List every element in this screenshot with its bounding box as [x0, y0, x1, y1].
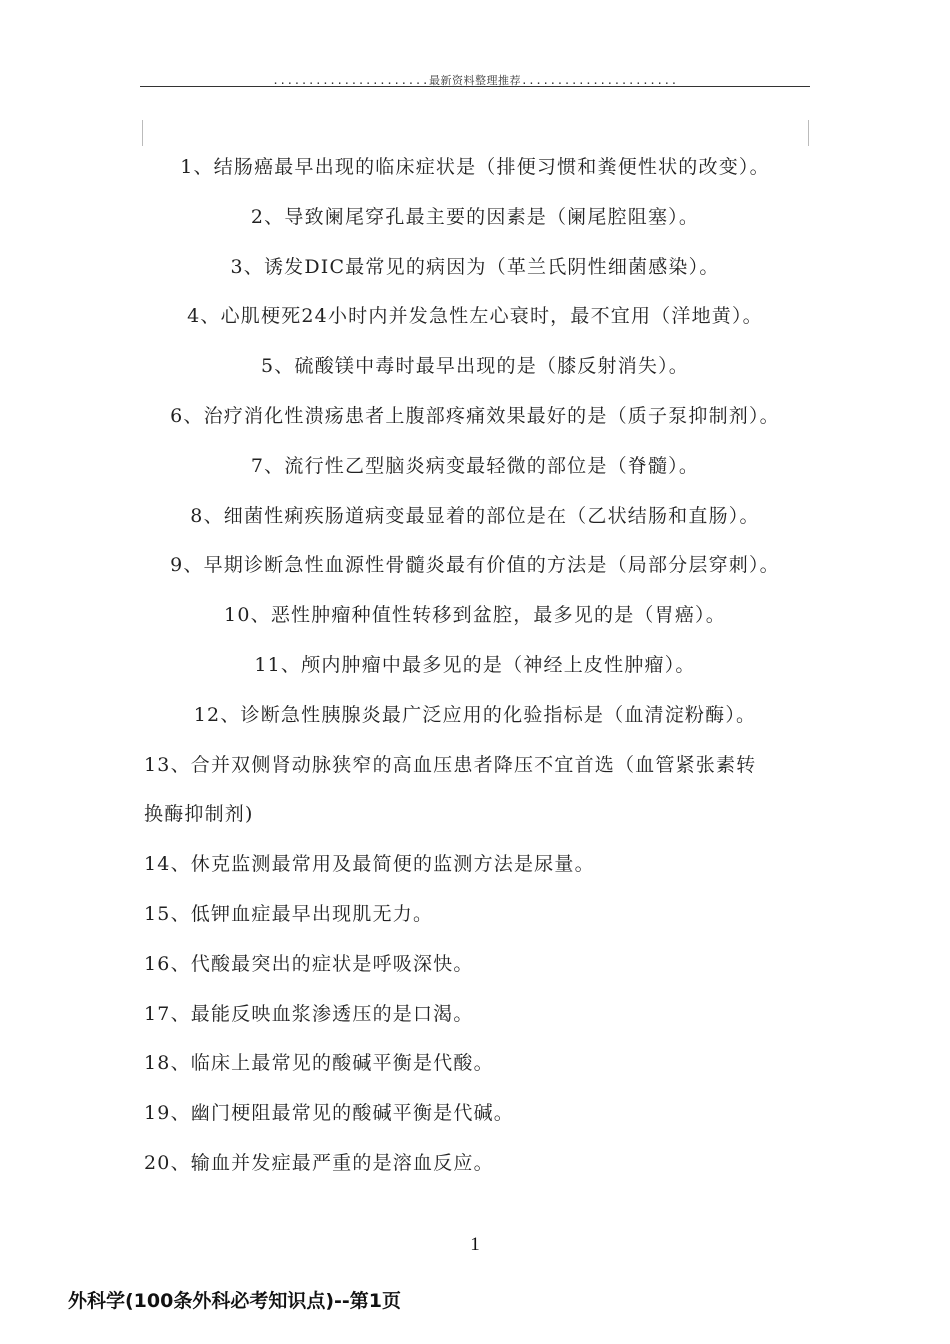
footer-text: 外科学(100条外科必考知识点)--第1页: [68, 1290, 402, 1312]
list-item: 7、流行性乙型脑炎病变最轻微的部位是（脊髓）。: [250, 454, 700, 477]
list-item: 4、心肌梗死24小时内并发急性左心衰时，最不宜用（洋地黄）。: [187, 305, 763, 328]
list-item: 9、早期诊断急性血源性骨髓炎最有价值的方法是（局部分层穿刺）。: [170, 554, 780, 577]
list-item: 11、颅内肿瘤中最多见的是（神经上皮性肿瘤）。: [254, 653, 696, 676]
list-item: 5、硫酸镁中毒时最早出现的是（膝反射消失）。: [261, 355, 689, 378]
list-item: 15、低钾血症最早出现肌无力。: [144, 902, 434, 925]
list-item: 8、细菌性痢疾肠道病变最显着的部位是在（乙状结肠和直肠）。: [190, 504, 760, 527]
list-item-continuation: 换酶抑制剂): [144, 803, 254, 826]
list-item: 1、结肠癌最早出现的临床症状是（排便习惯和粪便性状的改变）。: [180, 156, 770, 178]
list-item: 2、导致阑尾穿孔最主要的因素是（阑尾腔阻塞）。: [250, 205, 700, 228]
document-body: [140, 143, 810, 1189]
list-item: 19、幽门梗阻最常见的酸碱平衡是代碱。: [144, 1102, 514, 1125]
header-rule: [140, 86, 810, 87]
page-number: 1: [470, 1234, 480, 1255]
list-item: 17、最能反映血浆渗透压的是口渴。: [144, 1002, 474, 1025]
list-item: 12、诊断急性胰腺炎最广泛应用的化验指标是（血清淀粉酶）。: [193, 703, 757, 726]
list-item: 10、恶性肿瘤种值性转移到盆腔，最多见的是（胃癌）。: [224, 604, 726, 627]
list-item: 6、治疗消化性溃疡患者上腹部疼痛效果最好的是（质子泵抑制剂）。: [170, 404, 780, 427]
list-item: 18、临床上最常见的酸碱平衡是代酸。: [144, 1052, 494, 1075]
header-text: ......................最新资料整理推荐......................: [272, 74, 678, 87]
list-item: 16、代酸最突出的症状是呼吸深快。: [144, 952, 474, 975]
list-item: 3、诱发DIC最常见的病因为（革兰氏阴性细菌感染）。: [230, 255, 720, 278]
list-item: 14、休克监测最常用及最简便的监测方法是尿量。: [144, 853, 595, 876]
list-item: 13、合并双侧肾动脉狭窄的高血压患者降压不宜首选（血管紧张素转: [144, 753, 757, 776]
list-item: 20、输血并发症最严重的是溶血反应。: [144, 1151, 494, 1174]
